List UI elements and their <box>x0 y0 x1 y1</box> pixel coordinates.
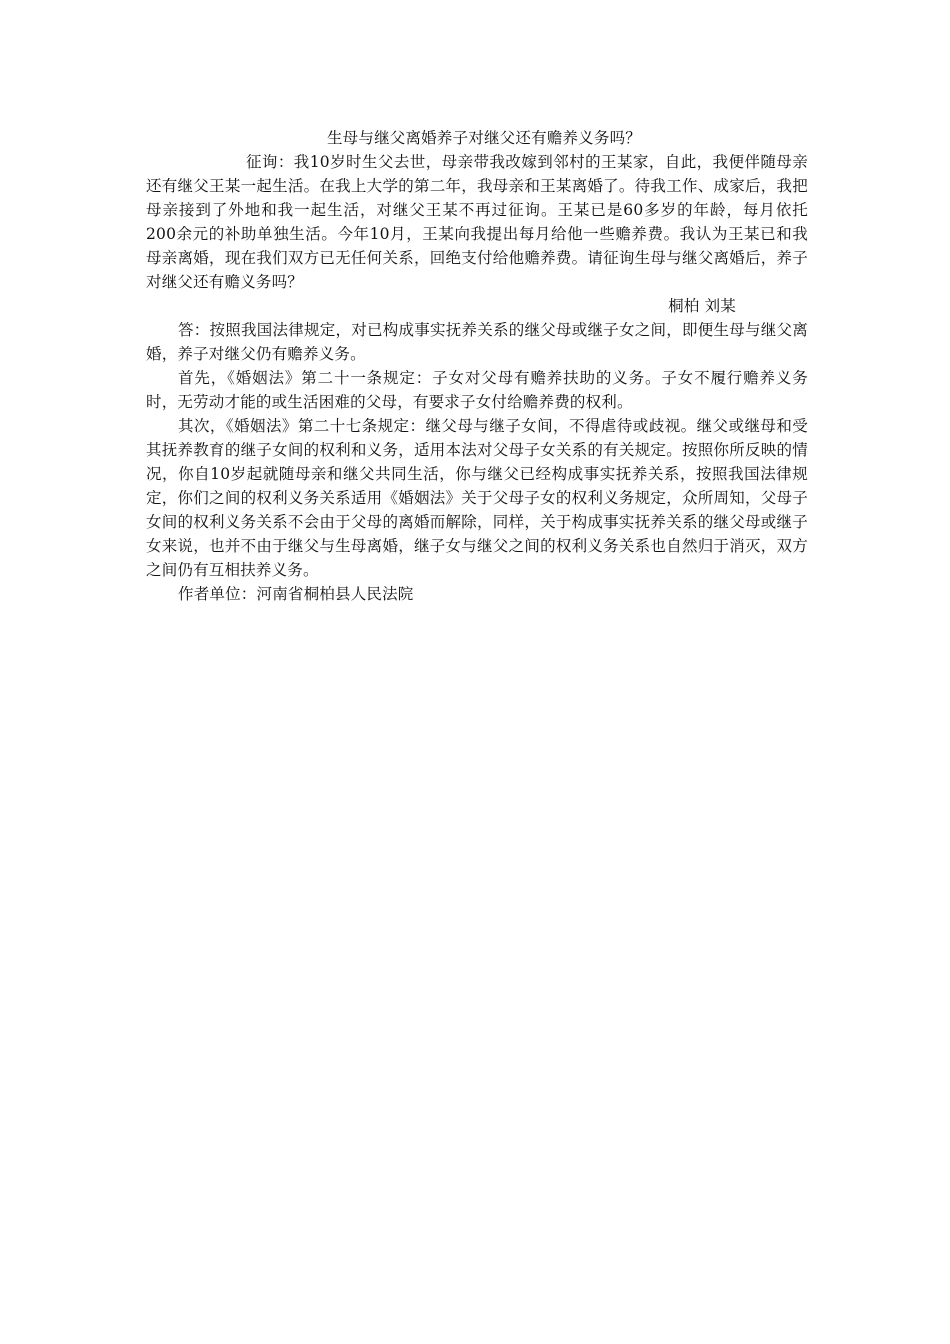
document-body <box>146 126 808 606</box>
signature: 桐柏 刘某 <box>668 297 736 315</box>
first-point-paragraph: 首先，《婚姻法》第二十一条规定：子女对父母有赡养扶助的义务。子女不履行赡养义务时，无劳动才能的或生活困难的父母，有要求子女付给赡养费的权利。 <box>146 369 808 411</box>
document-title: 生母与继父离婚养子对继父还有赡养义务吗？ <box>326 129 641 147</box>
answer-paragraph: 答：按照我国法律规定，对已构成事实抚养关系的继父母或继子女之间，即便生母与继父离婚，养子对继父仍有赡养义务。 <box>146 321 808 363</box>
second-point-paragraph: 其次，《婚姻法》第二十七条规定：继父母与继子女间，不得虐待或歧视。继父或继母和受其抚养教育的继子女间的权利和义务，适用本法对父母子女关系的有关规定。按照你所反映的情况，你自10岁起就随母亲和继父共同生活，你与继父已经构成事实抚养关系，按照我国法律规定，你们之间的权利义务关系适用《婚姻法》关于父母子女的权利义务规定，众所周知，父母子女间的权利义务关系不会由于父母的离婚而解除，同样，关于构成事实抚养关系的继父母或继子女来说，也并不由于继父与生母离婚，继子女与继父之间的权利义务关系也自然归于消灭，双方之间仍有互相扶养义务。 <box>146 417 808 579</box>
question-paragraph: 征询：我10岁时生父去世，母亲带我改嫁到邻村的王某家，自此，我便伴随母亲还有继父王某一起生活。在我上大学的第二年，我母亲和王某离婚了。待我工作、成家后，我把母亲接到了外地和我一起生活，对继父王某不再过征询。王某已是60多岁的年龄，每月依托200余元的补助单独生活。今年10月，王某向我提出每月给他一些赡养费。我认为王某已和我母亲离婚，现在我们双方已无任何关系，回绝支付给他赡养费。请征询生母与继父离婚后，养子对继父还有赡义务吗？ <box>146 153 808 291</box>
author-unit: 作者单位：河南省桐柏县人民法院 <box>178 585 414 603</box>
